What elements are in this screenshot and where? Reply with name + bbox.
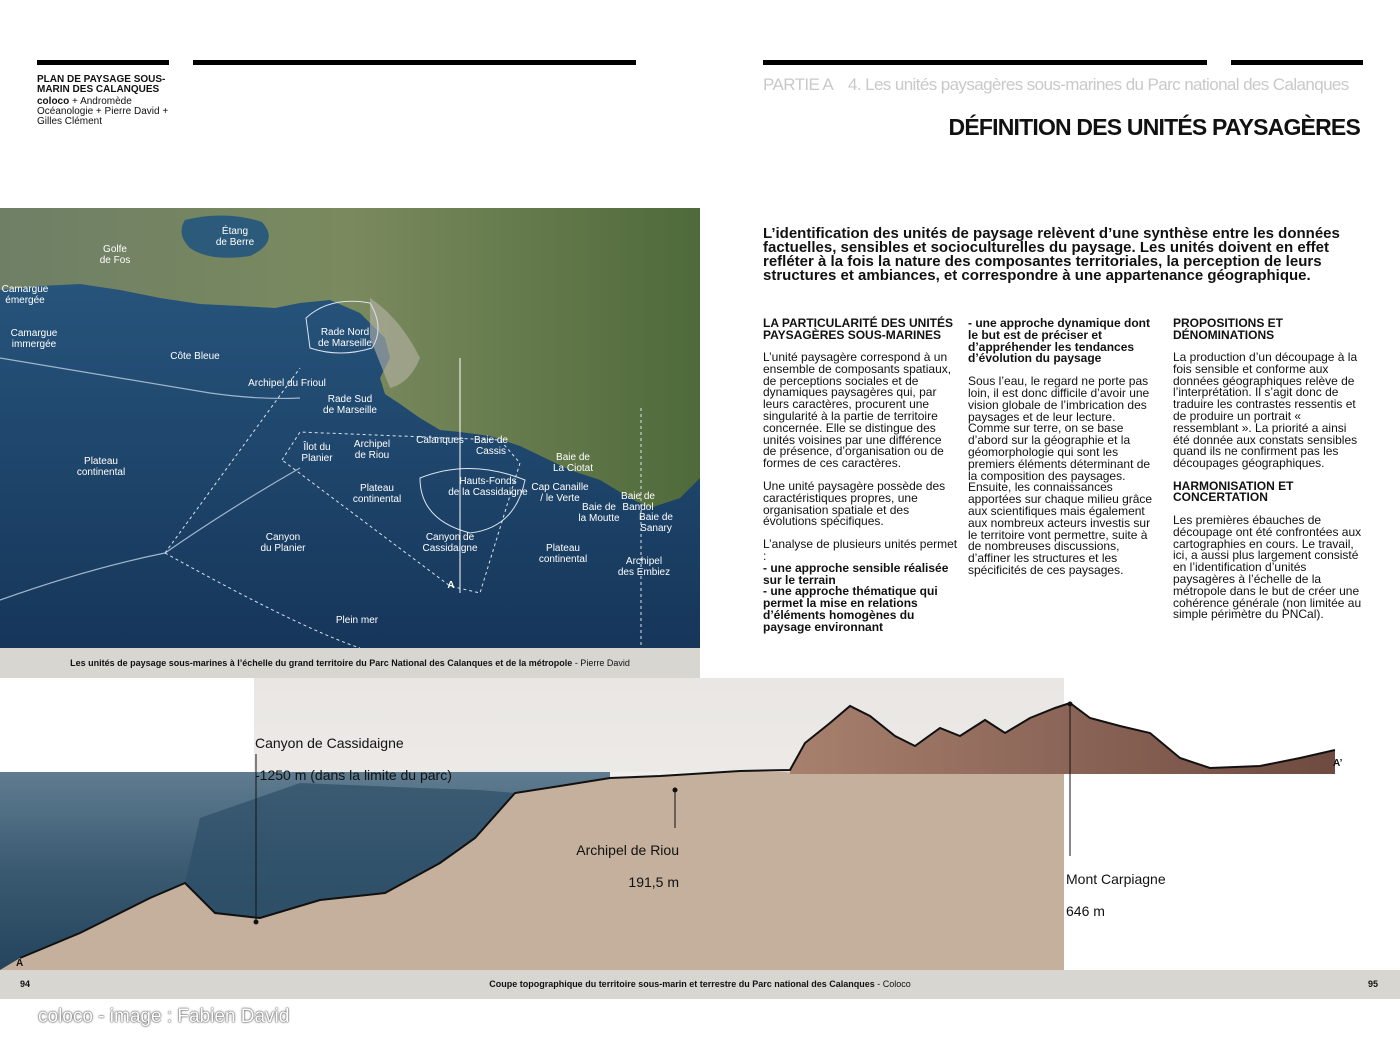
map-label-baie-la-ciotat: Baie de La Ciotat: [552, 452, 594, 474]
column-1-heading: LA PARTICULARITÉ DES UNITÉS PAYSAGÈRES SOUS-MARINES: [763, 316, 954, 342]
chapter-title: 4. Les unités paysagères sous-marines du Parc national des Calanques: [848, 75, 1349, 94]
bullet-dynamique: - une approche dynamique dont le but est de préciser et d’appréhender les tendances d’évolution du paysage: [968, 316, 1151, 366]
rule-left-short: [37, 60, 169, 65]
map-label-golfe-de-fos: Golfe de Fos: [99, 244, 131, 266]
map-label-baie-sanary: Baie de Sanary: [639, 512, 673, 534]
map-label-archipel-embiez: Archipel des Embiez: [617, 556, 671, 578]
credits-partners: + Andromède Océanologie + Pierre David + Gilles Clément: [37, 96, 169, 127]
paragraph: Les premières ébauches de découpage ont été confrontées aux cartographies en cours. Le travail, ici, a aussi plus largement consisté en l’identification d’unités paysagères à l’échelle de la métropole dans le but de créer une cohérence générale (non limitée au simple périmètre du PNCal).: [1173, 512, 1362, 622]
map-label-cote-bleue: Côte Bleue: [170, 351, 220, 362]
map-caption: [0, 648, 700, 678]
section-caption: [0, 970, 1400, 999]
section-point-a-prime: A’: [1333, 758, 1343, 769]
mont-title: Mont Carpiagne: [1066, 871, 1166, 887]
map-label-camargue-immergee: Camargue immergée: [10, 328, 58, 350]
canyon-depth: -1250 m (dans la limite du parc): [255, 767, 452, 783]
rule-right-long: [763, 60, 1207, 65]
mont-height: 646 m: [1066, 903, 1105, 919]
map-label-baie-moutte: Baie de la Moutte: [578, 502, 620, 524]
map-graphic: [0, 208, 700, 648]
map-label-hauts-fonds: Hauts-Fonds de la Cassidaigne: [448, 476, 528, 498]
paragraph: La production d’un découpage à la fois sensible et conforme aux données géographiques relève de l’interprétation. Il s’agit donc de traduire les contrastes ressentis et de produire un portrait « ressemblant ». La priorité a ainsi été donnée aux constats sensibles quand ils ne confirment pas les découpages géographiques.: [1173, 350, 1358, 471]
column-3-heading-2: HARMONISATION ET CONCERTATION: [1173, 478, 1294, 505]
paragraph: L’unité paysagère correspond à un ensemble de composants spatiaux, de perceptions sociales et de dynamiques paysagères qui, par leurs caractères, procurent une singularité à la partie de territoire concernée. Elle se distingue des unités voisines par une différence de présence, d’organisation ou de formes de ces caractères.: [763, 350, 952, 471]
section-label-mont-carpiagne: [1066, 855, 1166, 919]
rule-right-short: [1231, 60, 1363, 65]
map-label-plateau-continental-center: Plateau continental: [352, 483, 402, 505]
map-label-rade-nord: Rade Nord de Marseille: [318, 327, 372, 349]
credits-brand: coloco: [37, 96, 70, 107]
intro-paragraph: L’identification des unités de paysage relèvent d’une synthèse entre les données factuelles, sensibles et socioculturelles du paysage. Les unités doivent en effet refléter à la fois la nature des composantes territoriales, la perception de leurs structures et ambiances, et correspondre à une appartenance géographique.: [763, 225, 1340, 284]
text-column-3: [1173, 318, 1363, 632]
map-label-plateau-continental-east: Plateau continental: [538, 543, 588, 565]
partie-label: PARTIE A: [763, 75, 834, 94]
section-label-canyon: [255, 719, 452, 783]
map-caption-title: Les unités de paysage sous-marines à l’échelle du grand territoire du Parc National des Calanques et de la métropole: [70, 658, 573, 668]
satellite-map: [0, 208, 700, 648]
map-label-plein-mer: Plein mer: [335, 615, 379, 626]
paragraph: Une unité paysagère possède des caractéristiques propres, une organisation spatiale et des évolutions spécifiques.: [763, 478, 946, 529]
topographic-section: [0, 678, 1400, 970]
riou-title: Archipel de Riou: [576, 842, 679, 858]
map-caption-author: - Pierre David: [572, 658, 630, 668]
section-point-a: A: [16, 958, 24, 969]
rule-left-long: [193, 60, 636, 65]
riou-height: 191,5 m: [628, 874, 679, 890]
map-label-archipel-riou: Archipel de Riou: [353, 439, 391, 461]
map-label-canyon-planier: Canyon du Planier: [260, 532, 306, 554]
map-label-canyon-cassidaigne: Canyon de Cassidaigne: [422, 532, 478, 554]
paragraph: L’analyse de plusieurs unités permet : - une approche sensible réalisée sur le terrain - une approche thématique qui permet la mise en relations d’éléments homogènes du paysage environnant: [763, 537, 958, 634]
map-label-plateau-continental-west: Plateau continental: [76, 456, 126, 478]
bullet-sensible: - une approche sensible réalisée sur le terrain: [763, 560, 949, 587]
watermark: coloco - image : Fabien David: [38, 1006, 290, 1027]
section-caption-author: - Coloco: [874, 979, 911, 989]
text-column-1: [763, 318, 958, 634]
map-label-archipel-frioul: Archipel du Frioul: [248, 378, 326, 389]
map-label-point-a: A: [447, 580, 455, 591]
map-label-baie-cassis: Baie de Cassis: [474, 435, 508, 457]
bullet-thematique: - une approche thématique qui permet la mise en relations d’éléments homogènes du paysage environnant: [763, 584, 938, 634]
canyon-title: Canyon de Cassidaigne: [255, 735, 404, 751]
text-column-2: [968, 318, 1160, 588]
page-number-right: 95: [1368, 979, 1379, 989]
credits: [37, 97, 171, 127]
map-label-cap-canaille: Cap Canaille / le Verte: [531, 482, 589, 504]
section-heading: DÉFINITION DES UNITÉS PAYSAGÈRES: [948, 114, 1360, 140]
column-3-heading-1: PROPOSITIONS ET DÉNOMINATIONS: [1173, 316, 1284, 342]
map-label-etang-de-berre: Étang de Berre: [215, 226, 255, 248]
map-label-camargue-emergee: Camargue émergée: [1, 284, 49, 306]
map-label-baie-bandol: Baie de Bandol: [621, 491, 655, 513]
section-label-riou: [565, 826, 679, 890]
footer-band: [0, 970, 1400, 999]
map-label-ilot-planier: Îlot du Planier: [301, 442, 333, 464]
page-number-left: 94: [20, 979, 31, 989]
paragraph: Sous l’eau, le regard ne porte pas loin, il est donc difficile d’avoir une vision globale de l’imbrication des paysages et de leur lecture. Comme sur terre, on se base d’abord sur la géographie et la géomorphologie qui sont les premiers éléments déterminant de la composition des paysages. Ensuite, les connaissances apportées sur chaque milieu grâce aux scientifiques mais également aux nombreux acteurs investis sur le territoire vont permettre, suite à de nombreuses discussions, d’affiner les structures et les spécificités de ces paysages.: [968, 374, 1153, 577]
section-caption-title: Coupe topographique du territoire sous-marin et terrestre du Parc national des Calanques: [489, 979, 875, 989]
map-label-rade-sud: Rade Sud de Marseille: [323, 394, 377, 416]
document-title: PLAN DE PAYSAGE SOUS-MARIN DES CALANQUES: [37, 74, 166, 95]
map-label-calanques: Calanques: [416, 435, 464, 446]
